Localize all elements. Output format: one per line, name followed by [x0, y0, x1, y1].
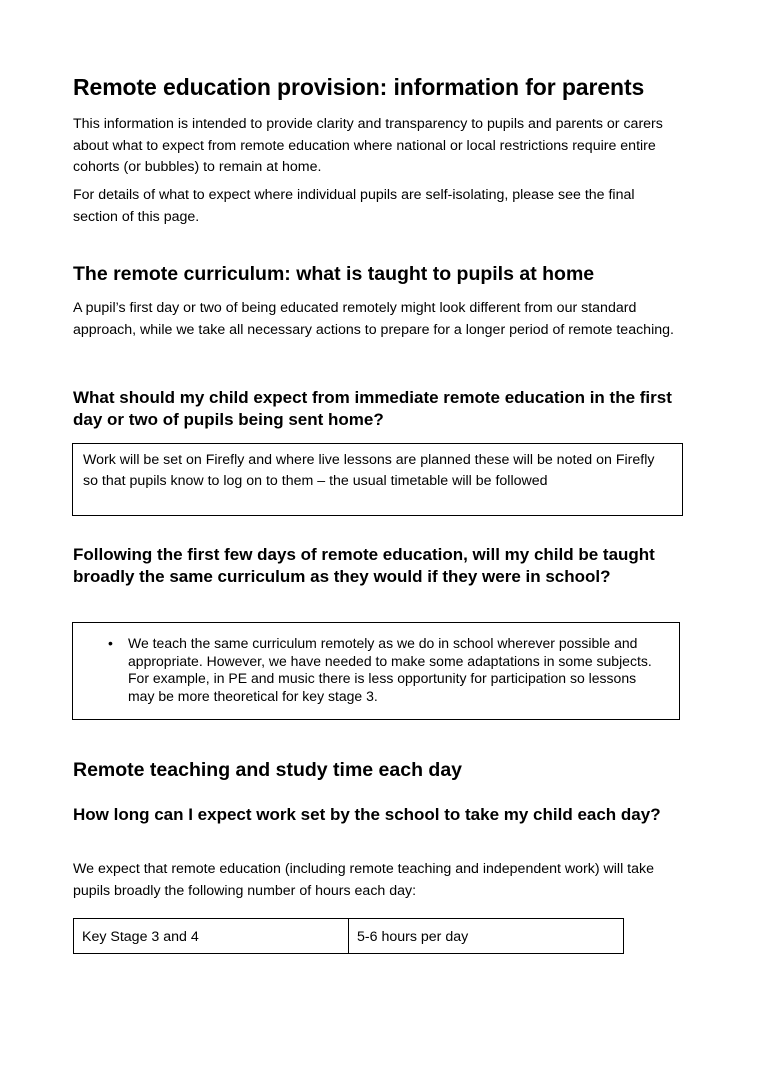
teaching-time-heading: Remote teaching and study time each day — [73, 759, 463, 781]
intro-paragraph-1: This information is intended to provide clarity and transparency to pupils and parents or carers about what to expect from remote education where national or local restrictions require entire cohorts (or bubbles) to remain at home. — [73, 116, 663, 175]
immediate-education-answer: Work will be set on Firefly and where live lessons are planned these will be noted on Firefly so that pupils know to log on to them – the usual timetable will be followed — [83, 452, 655, 489]
key-stage-cell: Key Stage 3 and 4 — [74, 919, 349, 954]
intro-paragraph-2: For details of what to expect where individual pupils are self-isolating, please see the final section of this page. — [73, 187, 635, 225]
hours-question: How long can I expect work set by the school to take my child each day? — [73, 805, 661, 824]
hours-table — [73, 918, 624, 954]
bullet-icon: • — [108, 635, 113, 651]
hours-cell: 5-6 hours per day — [349, 919, 624, 954]
same-curriculum-list — [73, 635, 663, 705]
same-curriculum-answer-box — [72, 622, 680, 720]
page-title: Remote education provision: information for parents — [73, 74, 645, 100]
same-curriculum-answer: We teach the same curriculum remotely as we do in school wherever possible and appropriate. However, we have needed to make some adaptations in some subjects. For example, in PE and music there is less opportunity for participation so lessons may be more theoretical for key stage 3. — [128, 635, 652, 704]
hours-paragraph: We expect that remote education (including remote teaching and independent work) will take pupils broadly the following number of hours each day: — [73, 861, 654, 899]
curriculum-paragraph: A pupil’s first day or two of being educated remotely might look different from our standard approach, while we take all necessary actions to prepare for a longer period of remote teaching. — [73, 300, 674, 338]
same-curriculum-question: Following the first few days of remote education, will my child be taught broadly the same curriculum as they would if they were in school? — [73, 545, 655, 586]
list-item — [73, 635, 663, 705]
curriculum-heading: The remote curriculum: what is taught to pupils at home — [73, 263, 595, 285]
immediate-education-answer-box — [72, 443, 683, 516]
immediate-education-question: What should my child expect from immediate remote education in the first day or two of pupils being sent home? — [73, 388, 672, 429]
table-row — [74, 919, 624, 954]
